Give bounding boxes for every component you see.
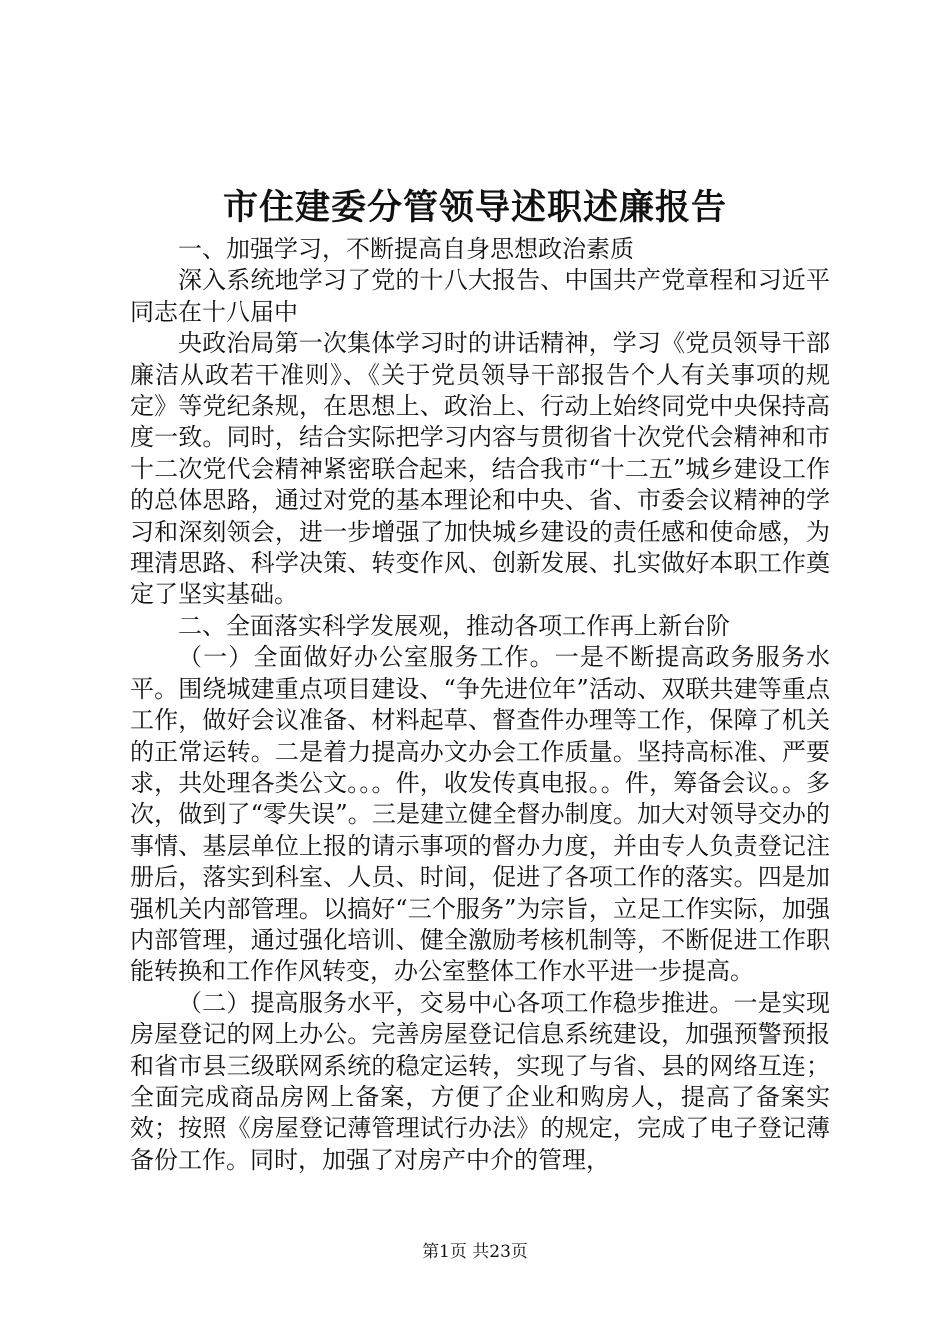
paragraph-study-1: 深入系统地学习了党的十八大报告、中国共产党章程和习近平同志在十八届中 xyxy=(130,266,830,326)
page-footer: 第1页 共23页 xyxy=(422,1242,528,1262)
paragraph-study-2: 央政治局第一次集体学习时的讲话精神，学习《党员领导干部廉洁从政若干准则》、《关于党员领导干部报告个人有关事项的规定》等党纪条规，在思想上、政治上、行动上始终同党中央保持高度一致。同时，结合实际把学习内容与贯彻省十次党代会精神和市十二次党代会精神紧密联合起来，结合我市“十二五”城乡建设工作的总体思路，通过对党的基本理论和中央、省、市委会议精神的学习和深刻领会，进一步增强了加快城乡建设的责任感和使命感，为理清思路、科学决策、转变作风、创新发展、扎实做好本职工作奠定了坚实基础。 xyxy=(130,329,830,609)
document-body xyxy=(130,234,830,1176)
paragraph-trading-center: （二）提高服务水平，交易中心各项工作稳步推进。一是实现房屋登记的网上办公。完善房屋登记信息系统建设，加强预警预报和省市县三级联网系统的稳定运转，实现了与省、县的网络互连；全面完成商品房网上备案，方便了企业和购房人，提高了备案实效；按照《房屋登记薄管理试行办法》的规定，完成了电子登记薄备份工作。同时，加强了对房产中介的管理， xyxy=(130,988,830,1174)
section-heading-1: 一、加强学习，不断提高自身思想政治素质 xyxy=(178,235,634,263)
paragraph-office-service: （一）全面做好办公室服务工作。一是不断提高政务服务水平。围绕城建重点项目建设、“争先进位年”活动、双联共建等重点工作，做好会议准备、材料起草、督查件办理等工作，保障了机关的正常运转。二是着力提高办文办会工作质量。坚持高标准、严要求，共处理各类公文。。。件，收发传真电报。。件，筹备会议。。多次，做到了“零失误”。三是建立健全督办制度。加大对领导交办的事情、基层单位上报的请示事项的督办力度，并由专人负责登记注册后，落实到科室、人员、时间，促进了各项工作的落实。四是加强机关内部管理。以搞好“三个服务”为宗旨，立足工作实际，加强内部管理，通过强化培训、健全激励考核机制等，不断促进工作职能转换和工作作风转变，办公室整体工作水平进一步提高。 xyxy=(130,643,830,986)
document-title: 市住建委分管领导述职述廉报告 xyxy=(222,187,727,228)
section-heading-2: 二、全面落实科学发展观，推动各项工作再上新台阶 xyxy=(178,611,730,640)
